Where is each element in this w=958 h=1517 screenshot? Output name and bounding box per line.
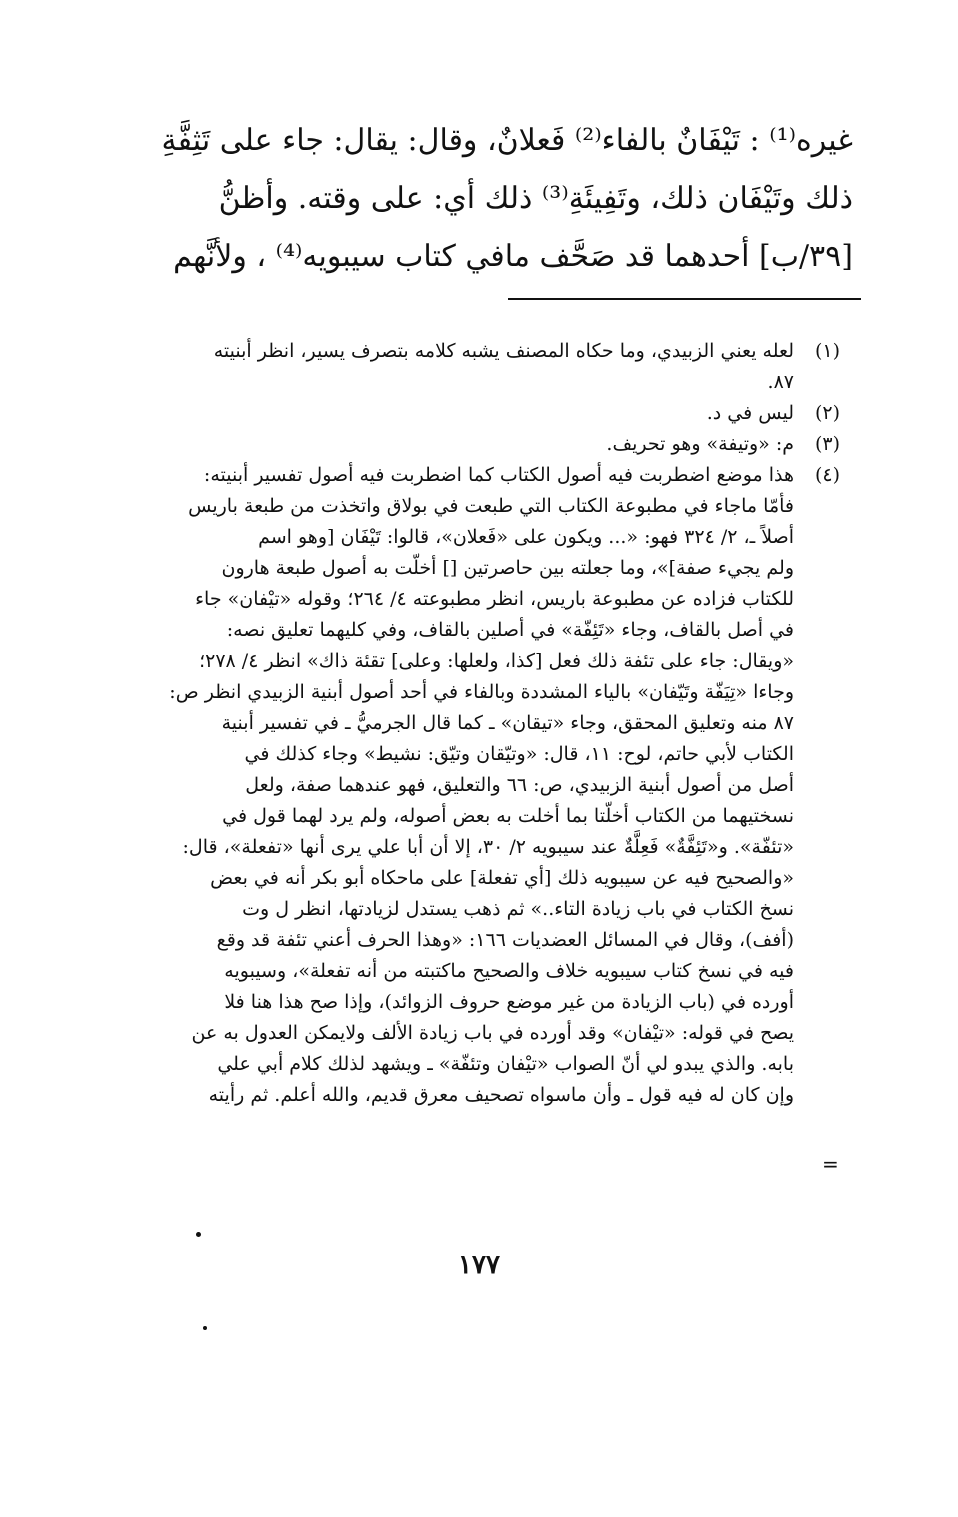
- footnote-line: الكتاب لأبي حاتم، لوح: ١١، قال: «وتيّقان وتيّق: نشيط» وجاء كذلك في: [244, 743, 794, 765]
- footnote-line: يصح في قوله: «تيْفان» وقد أورده في باب زيادة الألف ولايمكن العدول به عن: [191, 1022, 794, 1044]
- footnote-number: (٣): [814, 433, 840, 455]
- footnote-line: «والصحيح فيه عن سيبويه ذلك [أي تفعلة] على ماحكاه أبو بكر أنه في بعض: [210, 867, 794, 889]
- footnote-line: فيه في نسخ كتاب سيبويه خلاف والصحيح ماكتبته من أنه تفعلة»، وسيبويه: [224, 960, 794, 982]
- footnote-line: ٨٧.: [767, 371, 794, 393]
- footnote-line: أصل من أصول أبنية الزبيدي، ص: ٦٦ والتعليق، فهو عندهما صفة، ولعل: [245, 774, 794, 796]
- footnote-line: هذا موضع اضطربت فيه أصول الكتاب كما اضطربت فيه أصول تفسير أبنيته:: [203, 464, 794, 486]
- footnote-line: أورده في (باب الزيادة من غير موضع حروف الزوائد)، وإذا صح هذا هنا فلا: [224, 991, 794, 1013]
- footnote-line: وإن كان له فيه قول ـ وأن ماسواه تصحيف معرق قديم، والله أعلم. ثم رأيته: [208, 1084, 794, 1106]
- main-text-line: ذلك وتَيْفَان ذلك، وتَفِيئَةِ⁽³⁾ ذلك أي: على وقته. وأظنُّ: [218, 181, 853, 216]
- footnote-line: م: «وتيفة» وهو تحريف.: [606, 433, 794, 455]
- footnote-line: أصلاً ـ، ٢/ ٣٢٤ فهو: «... ويكون على «فَعلان»، قالوا: تَيْفَان [وهو اسم: [258, 526, 794, 548]
- footnote-line: فأمّا ماجاء في مطبوعة الكتاب التي طبعت في بولاق واتخذت من طبعة باريس: [188, 495, 794, 517]
- footnotes-block: [150, 336, 840, 1111]
- footnote-line: بابه. والذي يبدو لي أنّ الصواب «تيْفان وتئفّة» ـ ويشهد لذلك كلام أبي علي: [217, 1053, 794, 1075]
- footnote-line: للكتاب فزاده عن مطبوعة باريس، انظر مطبوعته ٤/ ٢٦٤؛ وقوله «تيْفان» جاء: [195, 588, 794, 610]
- footnote-line: نسخ الكتاب في باب زيادة التاء..» ثم ذهب يستدل لزيادتها، انظر ل وت: [242, 898, 794, 920]
- scan-speck: [203, 1326, 207, 1330]
- footnote-1: [150, 336, 840, 398]
- main-text-block: [150, 112, 853, 286]
- footnote-number: (١): [814, 340, 840, 362]
- footnote-line: «ويقال: جاء على تئفة ذلك فعل [كذا، ولعلها: وعلى] تقئة ذاك» انظر ٤/ ٢٧٨؛: [199, 650, 794, 672]
- footnote-separator-rule: [508, 298, 861, 300]
- footnote-line: ٨٧ منه وتعليق المحقق، وجاء «تيقان» ـ كما قال الجرميُّ ـ في تفسير أبنية: [221, 712, 794, 734]
- footnote-2: [150, 398, 840, 429]
- footnote-line: نسختيهما من الكتاب أخلّتا بما أخلت به بعض أصوله، ولم يرد لهما قول في: [222, 805, 794, 827]
- footnote-line: وجاءا «تِيَفّة وتَيّفان» بالياء المشددة وبالفاء في أحد أصول أبنية الزبيدي انظر ص:: [169, 681, 794, 703]
- main-text-line: غيره⁽¹⁾ : تَيْفَانٌ بالفاء⁽²⁾ فَعلانٌ، وقال: يقال: جاء على تَثِفَّةِ: [161, 123, 853, 158]
- footnote-line: ليس في د.: [706, 402, 794, 424]
- footnote-line: في أصل بالقاف، وجاء «تَئِفّة» في أصلين بالقاف، وفي كليهما تعليق نصه:: [226, 619, 794, 641]
- footnote-number: (٤): [814, 464, 840, 486]
- page-number: ١٧٧: [458, 1250, 500, 1280]
- continuation-mark: =: [822, 1152, 839, 1176]
- footnote-3: [150, 429, 840, 460]
- footnote-number: (٢): [814, 402, 840, 424]
- footnote-line: ولم يجيء صفة]»، وما جعلته بين حاصرتين [] أخلّت به أصول طبعة هارون: [221, 557, 794, 579]
- footnote-line: لعله يعني الزبيدي، وما حكاه المصنف يشبه كلامه بتصرف يسير، انظر أبنيته: [213, 340, 794, 362]
- main-text-line: [٣٩/ب] أحدهما قد صَحَّف مافي كتاب سيبويه⁽⁴⁾ ، ولأنَّهم: [173, 239, 853, 274]
- footnote-4: [150, 460, 840, 1111]
- footnote-line: «تئفّة». و«تَئِفَّةٌ» فَعِلَّةٌ عند سيبويه ٢/ ٣٠، إلا أن أبا علي يرى أنها «تفعلة»، قال:: [182, 836, 794, 858]
- scan-speck: [196, 1232, 201, 1237]
- footnote-line: (أفف)، وقال في المسائل العضديات ١٦٦: «وهذا الحرف أعني تئفة قد وقع: [216, 929, 794, 951]
